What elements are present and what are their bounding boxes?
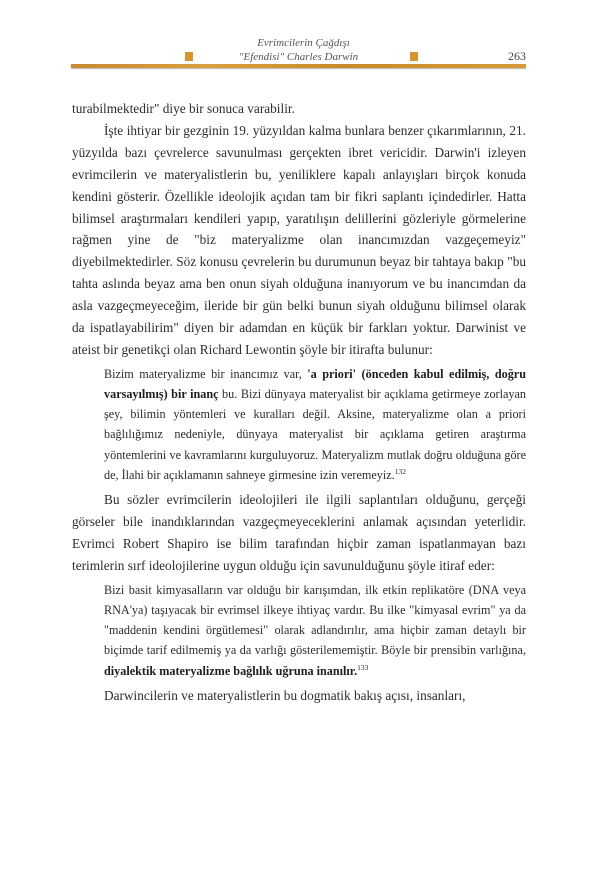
paragraph-4: Darwincilerin ve materyalistlerin bu dogmatik bakış açısı, insanları, xyxy=(104,687,466,703)
paragraph-continuation: turabilmektedir" diye bir sonuca varabilir. xyxy=(72,101,295,116)
chapter-title-line-2: "Efendisi" Charles Darwin xyxy=(238,51,359,63)
blockquote-shapiro xyxy=(104,580,526,681)
quote-text-before: Bizim materyalizme bir inancımız var, xyxy=(104,366,308,381)
ornament-square-right xyxy=(410,52,418,61)
footnote-ref-132[interactable]: 132 xyxy=(394,466,406,476)
quote-text-after: bu. Bizi dünyaya materyalist bir açıklama getirmeye zorlayan şey, bilimin yöntemleri ve kuralları değil. Aksine, materyalizme olan a priori bağlılığımız nedeniyle, dünyaya materyalist bir açıklama getiren araştırma yöntemlerini ve kavramlarını kurguluyoruz. Materyalizm mutlak doğru olduğuna göre de, İlahi bir açıklamanın sahneye girmesine izin veremeyiz. xyxy=(104,387,526,482)
chapter-title-line-1: Evrimcilerin Çağdışı xyxy=(257,37,350,49)
paragraph-2: İşte ihtiyar bir gezginin 19. yüzyıldan kalma bunlara benzer çıkarımlarının, 21. yüzyılda bazı çevrelerce savunulması gerçekten ibret vericidir. Darwin'i izleyen evrimcilerin ve materyalistlerin bu, yeniliklere kapalı anlayışları birçok konuda kendini gösterir. Özellikle ideolojik açıdan tam bir fikri saplantı içindedirler. Hatta bilimsel araştırmaları kendileri yapıp, yaratılışın delillerini gözleriyle görmelerine rağmen yine de "biz materyalizme olan inancımızdan vazgeçemeyiz" diyebilmektedirler. Söz konusu çevrelerin bu durumunun beyaz bir tahtaya bakıp "bu tahta aslında beyaz ama ben onun siyah olduğuna inanıyorum ve bu inancımdan da asla vazgeçmeyeceğim, ileride bir gün belki bunun siyah olduğunu bilimsel olarak da ispatlayabilirim" diyen bir adamdan en küçük bir farkları yoktur. Darwinist ve ateist bir genetikçi olan Richard Lewontin şöyle bir itirafta bulunur: xyxy=(72,122,526,357)
paragraph-3: Bu sözler evrimcilerin ideolojileri ile ilgili saplantıları olduğunu, gerçeği görseler bile inandıklarından vazgeçmeyeceklerini anlamak açısından yeterlidir. Evrimci Robert Shapiro ise bilim tarafından hiçbir zaman ispatlanmayan bazı terimlerin sırf ideolojilerine uygun olduğu için savunulduğunu şöyle itiraf eder: xyxy=(72,492,526,573)
quote-emphasis: 'a priori' (önceden kabul edilmiş, doğru varsayılmış) bir inanç xyxy=(104,366,526,402)
footnote-ref-133[interactable]: 133 xyxy=(357,662,369,672)
page-number: 263 xyxy=(508,49,526,63)
chapter-title xyxy=(71,36,526,64)
header-rule xyxy=(71,64,526,68)
page-body xyxy=(72,98,526,707)
quote-emphasis: diyalektik materyalizme bağlılık uğruna inanılır. xyxy=(104,663,358,678)
blockquote-lewontin xyxy=(104,364,526,485)
ornament-square-left xyxy=(185,52,193,61)
running-header xyxy=(71,36,526,72)
quote-text-before: Bizi basit kimyasalların var olduğu bir karışımdan, ilk etkin replikatöre (DNA veya RNA'ya) taşıyacak bir evrimsel ilkeye ihtiyaç vardır. Bu ilke "kimyasal evrim" ya da "maddenin kendini örgütlemesi" olarak adlandırılır, ama hiçbir zaman detaylı bir biçimde tarif edilmemiş ya da varlığı gösterilememiştir. Böyle bir prensibin varlığına, xyxy=(104,582,526,658)
quote-text xyxy=(104,364,526,485)
quote-text xyxy=(104,580,526,681)
